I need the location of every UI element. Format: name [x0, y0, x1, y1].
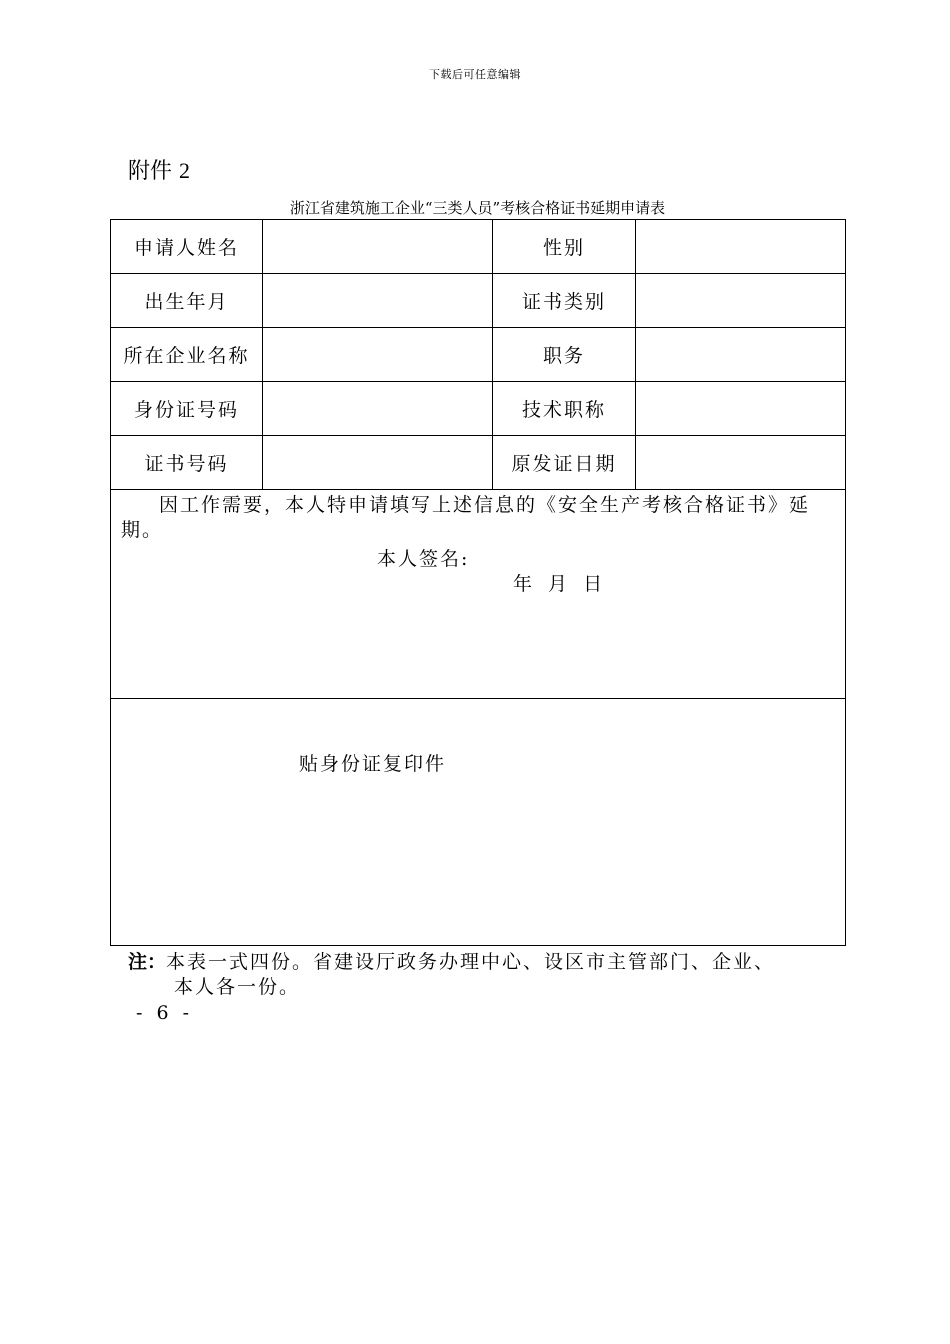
- footnote-line1: 本表一式四份。省建设厅政务办理中心、设区市主管部门、企业、: [166, 951, 776, 973]
- application-form-table: [110, 219, 846, 946]
- id-copy-area[interactable]: [111, 699, 846, 946]
- date-label: 年 月 日: [513, 573, 605, 595]
- footnote-line2: 本人各一份。: [174, 976, 301, 998]
- technical-title-label: 技术职称: [493, 382, 636, 436]
- id-copy-row: [111, 699, 846, 946]
- declaration-cell: [111, 490, 846, 699]
- birth-date-field[interactable]: [263, 274, 493, 328]
- footnote: [128, 950, 838, 1000]
- birth-date-label: 出生年月: [111, 274, 263, 328]
- original-issue-date-label: 原发证日期: [493, 436, 636, 490]
- certificate-number-label: 证书号码: [111, 436, 263, 490]
- id-copy-label: 贴身份证复印件: [299, 753, 447, 775]
- certificate-type-label: 证书类别: [493, 274, 636, 328]
- form-row: [111, 220, 846, 274]
- applicant-name-field[interactable]: [263, 220, 493, 274]
- id-number-field[interactable]: [263, 382, 493, 436]
- page-number: - 6 -: [136, 1002, 194, 1024]
- certificate-number-field[interactable]: [263, 436, 493, 490]
- signature-label: 本人签名:: [377, 548, 470, 570]
- gender-field[interactable]: [636, 220, 846, 274]
- header-note: 下载后可任意编辑: [429, 68, 521, 81]
- footnote-prefix: 注：: [128, 951, 167, 973]
- original-issue-date-field[interactable]: [636, 436, 846, 490]
- certificate-type-field[interactable]: [636, 274, 846, 328]
- form-row: [111, 274, 846, 328]
- applicant-name-label: 申请人姓名: [111, 220, 263, 274]
- attachment-text: 附件: [128, 159, 173, 184]
- company-name-label: 所在企业名称: [111, 328, 263, 382]
- declaration-row: [111, 490, 846, 699]
- position-field[interactable]: [636, 328, 846, 382]
- gender-label: 性别: [493, 220, 636, 274]
- form-row: [111, 328, 846, 382]
- form-row: [111, 382, 846, 436]
- technical-title-field[interactable]: [636, 382, 846, 436]
- id-number-label: 身份证号码: [111, 382, 263, 436]
- attachment-number: 2: [179, 158, 191, 183]
- form-title: 浙江省建筑施工企业“三类人员”考核合格证书延期申请表: [289, 199, 666, 217]
- company-name-field[interactable]: [263, 328, 493, 382]
- declaration-text: 因工作需要，本人特申请填写上述信息的《安全生产考核合格证书》延期。: [121, 494, 811, 541]
- form-row: [111, 436, 846, 490]
- attachment-label: [128, 154, 190, 185]
- position-label: 职务: [493, 328, 636, 382]
